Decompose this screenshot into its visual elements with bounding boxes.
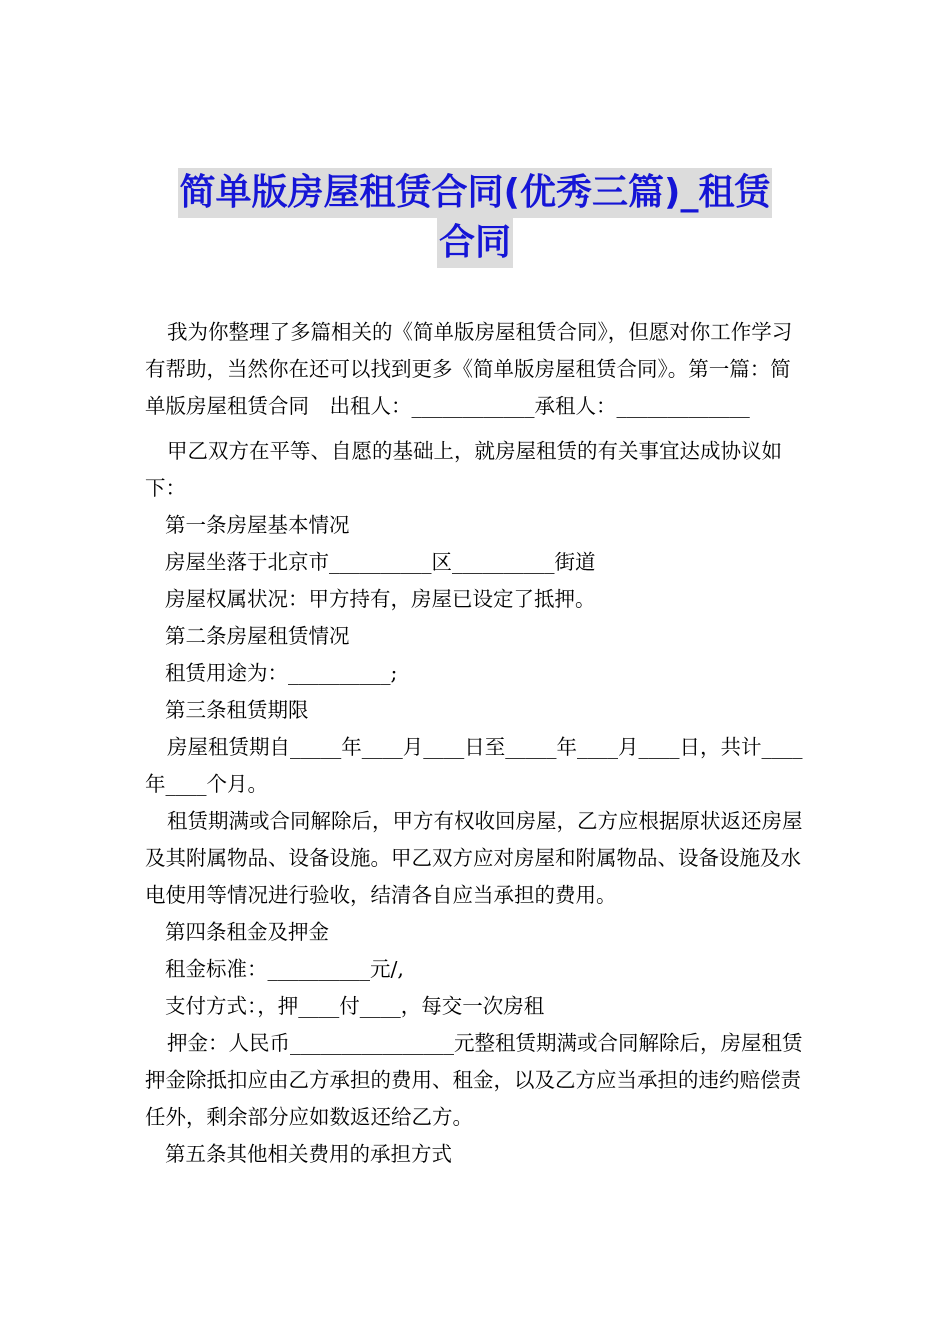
article-4-deposit: 押金：人民币________________元整租赁期满或合同解除后，房屋租赁押金除抵扣应由乙方承担的费用、租金，以及乙方应当承担的违约赔偿责任外，剩余部分应如数返还给乙方。 (145, 1031, 803, 1129)
article-1-heading: 第一条房屋基本情况 (165, 513, 350, 537)
article-2-purpose: 租赁用途为：__________; (165, 661, 398, 685)
article-3-expiry: 租赁期满或合同解除后，甲方有权收回房屋，乙方应根据原状返还房屋及其附属物品、设备设施。甲乙双方应对房屋和附属物品、设备设施及水电使用等情况进行验收，结清各自应当承担的费用。 (145, 809, 803, 907)
article-1-ownership: 房屋权属状况：甲方持有，房屋已设定了抵押。 (165, 587, 596, 611)
article-3-term: 房屋租赁期自_____年____月____日至_____年____月____日，共计____年____个月。 (145, 735, 803, 796)
article-4-rent-standard: 租金标准：__________元/, (165, 957, 404, 981)
document-title (140, 168, 810, 268)
title-line-1: 简单版房屋租赁合同(优秀三篇)_租赁 (178, 168, 773, 218)
article-1-location: 房屋坐落于北京市__________区__________街道 (165, 550, 596, 574)
article-2-heading: 第二条房屋租赁情况 (165, 624, 350, 648)
article-5-heading: 第五条其他相关费用的承担方式 (165, 1142, 452, 1166)
paragraph-agreement: 甲乙双方在平等、自愿的基础上，就房屋租赁的有关事宜达成协议如下： (145, 439, 782, 500)
article-4-payment-method: 支付方式：，押____付____，每交一次房租 (165, 994, 545, 1018)
article-3-heading: 第三条租赁期限 (165, 698, 309, 722)
article-4-heading: 第四条租金及押金 (165, 920, 329, 944)
title-line-2: 合同 (437, 218, 513, 268)
document-body (145, 314, 810, 1173)
paragraph-intro: 我为你整理了多篇相关的《简单版房屋租赁合同》，但愿对你工作学习有帮助，当然你在还可以找到更多《简单版房屋租赁合同》。第一篇：简单版房屋租赁合同 出租人：____________承租人：_____________ (145, 320, 793, 418)
